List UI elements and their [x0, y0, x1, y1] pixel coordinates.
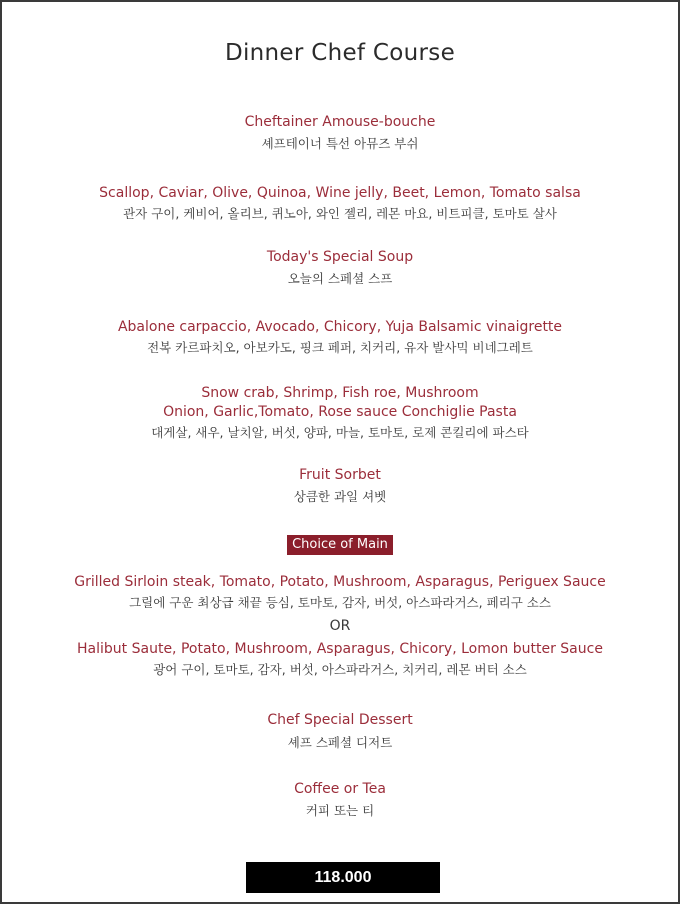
course-5-en-line1: Snow crab, Shrimp, Fish roe, Mushroom	[201, 385, 479, 401]
course-1-en: Cheftainer Amouse-bouche	[244, 114, 436, 130]
course-2-ko: 관자 구이, 케비어, 올리브, 퀴노아, 와인 젤리, 레몬 마요, 비트피클, 토마토 살사	[123, 206, 557, 221]
or-separator: OR	[329, 618, 351, 634]
main-2-ko: 광어 구이, 토마토, 감자, 버섯, 아스파라거스, 치커리, 레몬 버터 소스	[153, 662, 527, 677]
choice-badge-wrap	[0, 533, 680, 555]
course-4-en: Abalone carpaccio, Avocado, Chicory, Yuja Balsamic vinaigrette	[117, 319, 563, 335]
course-5-en-line2: Onion, Garlic,Tomato, Rose sauce Conchiglie Pasta	[163, 404, 517, 420]
course-2-en: Scallop, Caviar, Olive, Quinoa, Wine jelly, Beet, Lemon, Tomato salsa	[99, 185, 581, 201]
course-3-en: Today's Special Soup	[266, 249, 414, 265]
main-1-en: Grilled Sirloin steak, Tomato, Potato, Mushroom, Asparagus, Periguex Sauce	[74, 574, 606, 590]
main-1-ko: 그릴에 구운 최상급 채끝 등심, 토마토, 감자, 버섯, 아스파라거스, 페리구 소스	[129, 595, 551, 610]
course-6-ko: 상큼한 과일 셔벳	[293, 489, 387, 504]
course-3-ko: 오늘의 스페셜 스프	[287, 271, 393, 286]
coffee-en: Coffee or Tea	[294, 781, 386, 797]
coffee-ko: 커피 또는 티	[305, 803, 375, 818]
choice-of-main-badge: Choice of Main	[287, 535, 393, 555]
course-4-ko: 전복 카르파치오, 아보카도, 핑크 페퍼, 치커리, 유자 발사믹 비네그레트	[147, 340, 533, 355]
course-5-ko: 대게살, 새우, 날치알, 버섯, 양파, 마늘, 토마토, 로제 콘킬리에 파스타	[151, 425, 529, 440]
price-label: 118.000	[246, 862, 440, 893]
course-1-ko: 셰프테이너 특선 아뮤즈 부쉬	[261, 136, 419, 151]
main-2-en: Halibut Saute, Potato, Mushroom, Asparagus, Chicory, Lomon butter Sauce	[77, 641, 603, 657]
dessert-en: Chef Special Dessert	[267, 712, 413, 728]
course-6-en: Fruit Sorbet	[299, 467, 381, 483]
dessert-ko: 셰프 스페셜 디저트	[287, 735, 393, 750]
menu-title: Dinner Chef Course	[224, 40, 456, 66]
